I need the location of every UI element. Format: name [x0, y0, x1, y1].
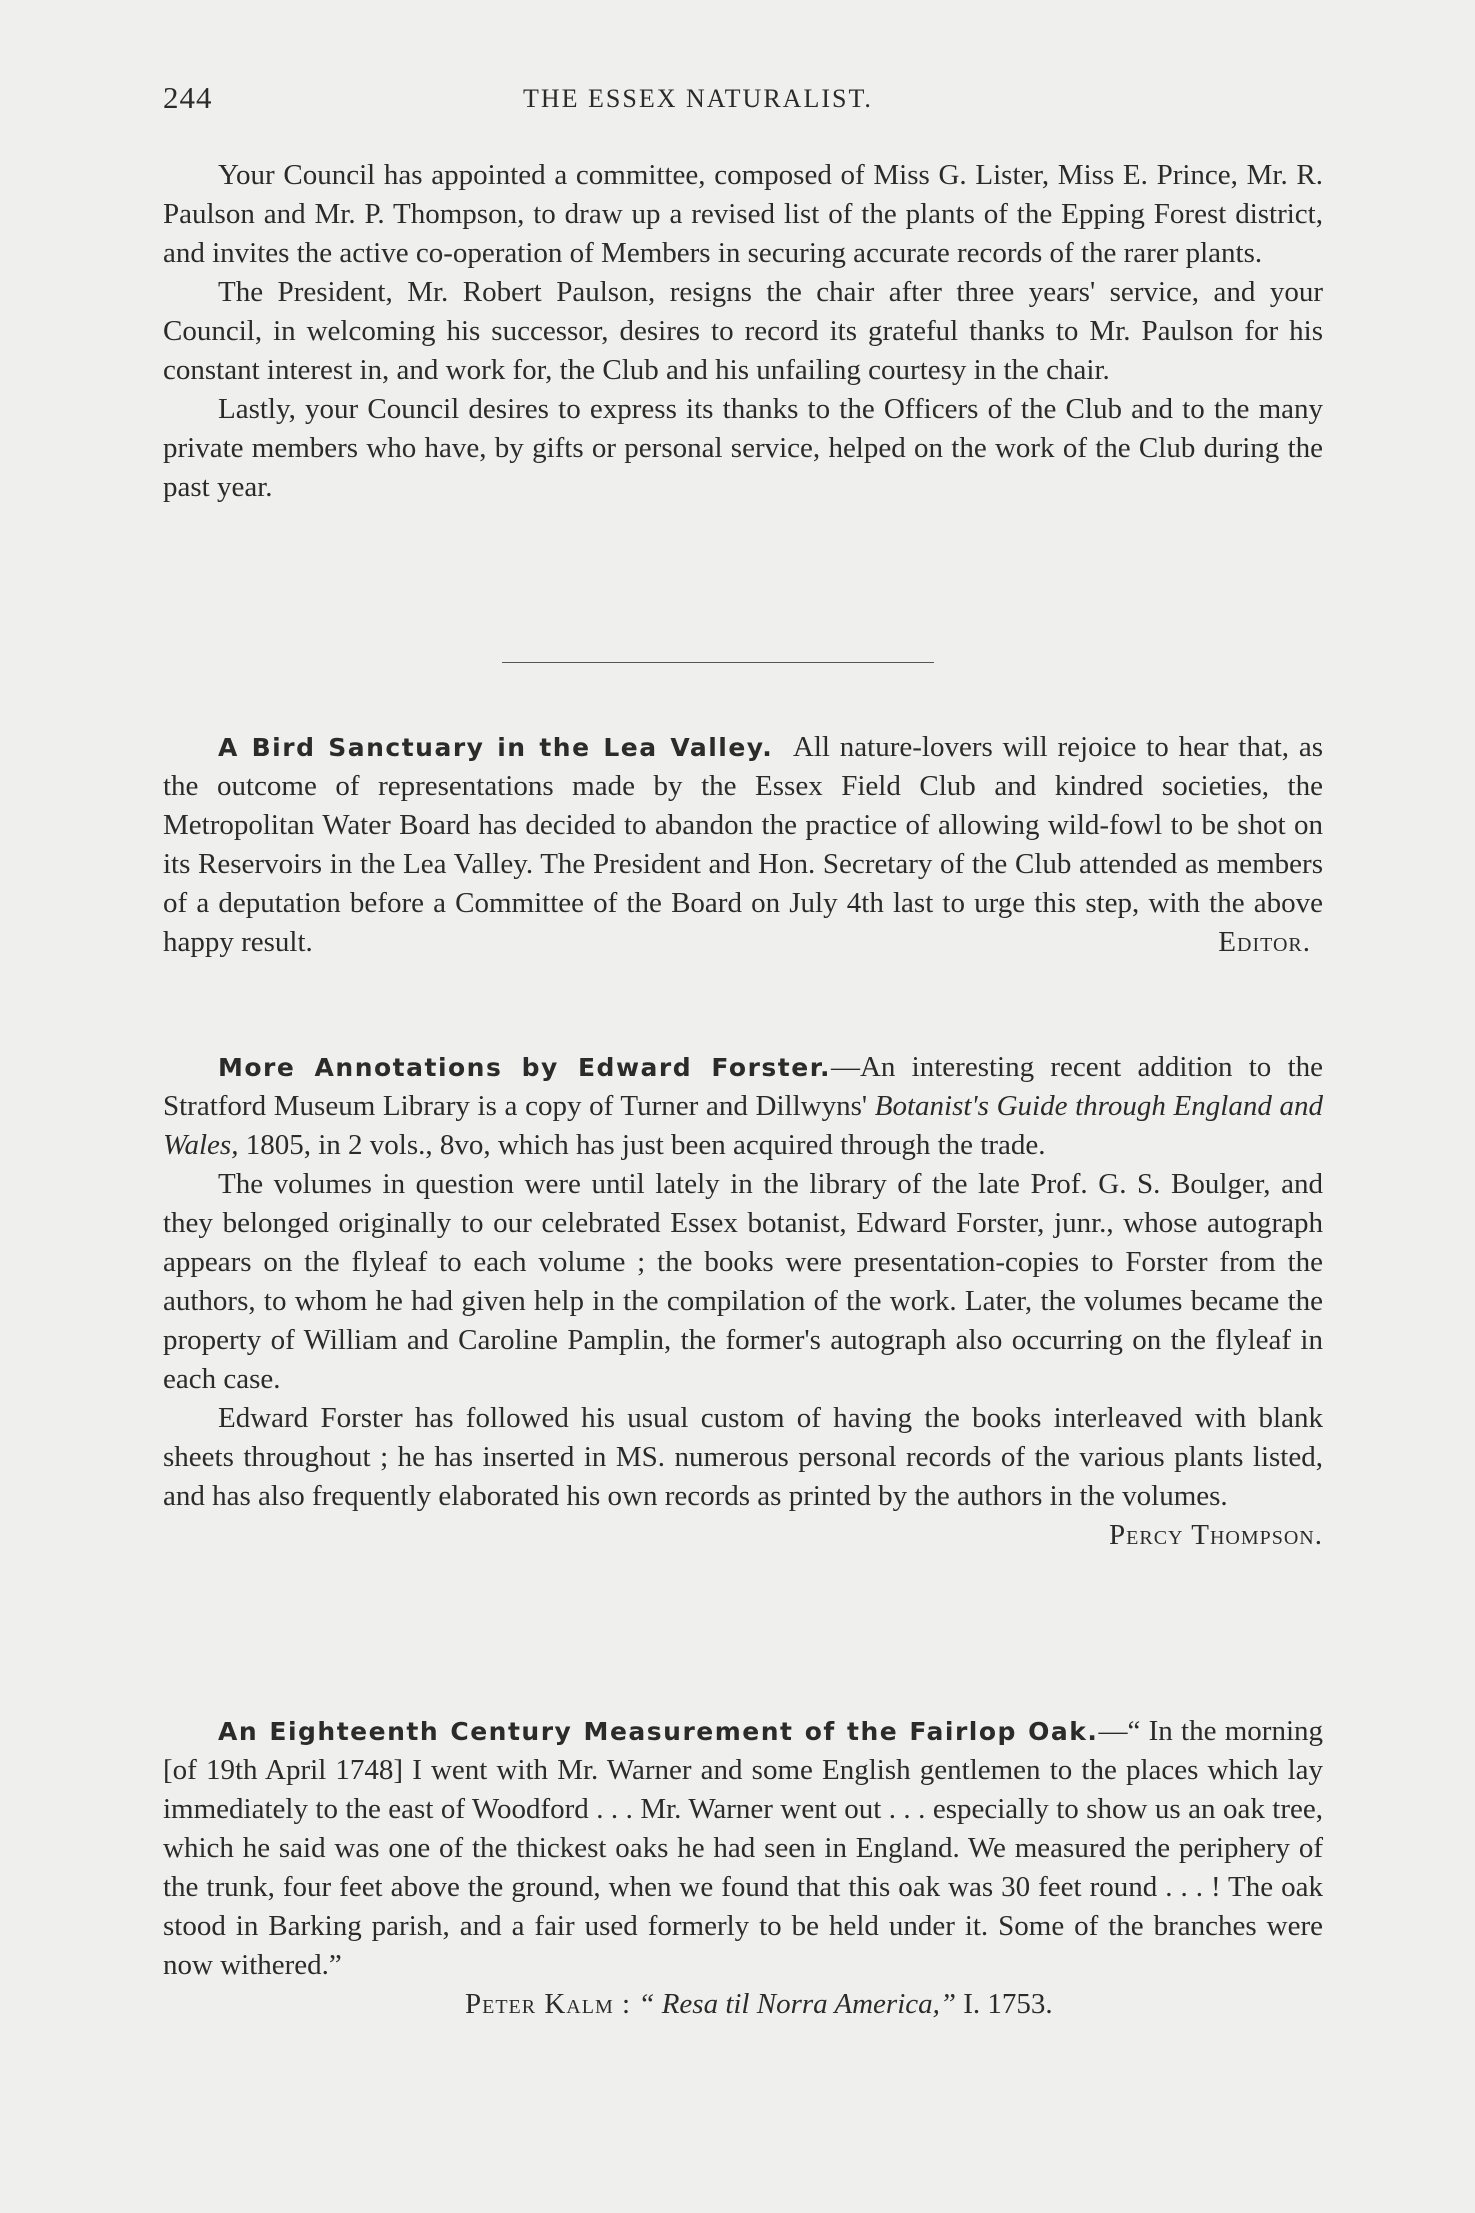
kalm-work-title: “ Resa til Norra America,”: [638, 1988, 956, 2020]
annotations-heading: More Annotations by Edward Forster.: [218, 1053, 831, 1082]
bird-sanctuary-text: All nature-lovers will rejoice to hear that, as the outcome of representations made by the Essex Field Club and kindred societies, the Metropolitan Water Board has decided to abandon the practice of allowing wild-fowl to be shot on its Reservoirs in the Lea Valley. The President and Hon. Secretary of the Club attended as members of a deputation before a Committee of the Board on July 4th last to urge this step, with the above happy result.: [163, 731, 1323, 958]
botanists-guide-title: Botanist's Guide through England and Wales,: [163, 1090, 1323, 1161]
percy-thompson-signature: Percy Thompson.: [1109, 1519, 1323, 1551]
annotations-lead-text: —An interesting recent addition to the Stratford Museum Library is a copy of Turner and Dillwyns': [163, 1051, 1323, 1122]
fairlop-oak-note: [163, 1712, 1323, 2024]
bird-sanctuary-paragraph: [163, 728, 1323, 962]
section-divider: [502, 662, 934, 663]
council-paragraph-3: Lastly, your Council desires to express its thanks to the Officers of the Club and to the many private members who have, by gifts or personal service, helped on the work of the Club during the past year.: [163, 393, 1323, 503]
bird-sanctuary-note: [163, 728, 1323, 962]
fairlop-oak-heading: An Eighteenth Century Measurement of the Fairlop Oak.: [218, 1717, 1099, 1746]
annotations-tail-text: 1805, in 2 vols., 8vo, which has just been acquired through the trade.: [245, 1129, 1046, 1161]
annotations-paragraph-2: The volumes in question were until lately in the library of the late Prof. G. S. Boulger, and they belonged originally to our celebrated Essex botanist, Edward Forster, junr., whose autograph appears on the flyleaf to each volume ; the books were presentation-copies to Forster from the authors, to whom he had given help in the compilation of the work. Later, the volumes became the property of William and Caroline Pamplin, the former's autograph also occurring on the flyleaf in each case.: [163, 1168, 1323, 1395]
annotations-paragraph-3: Edward Forster has followed his usual custom of having the books interleaved with blank sheets throughout ; he has inserted in MS. numerous personal records of the various plants listed, and has also frequently elaborated his own records as printed by the authors in the volumes.: [163, 1402, 1323, 1512]
kalm-volume-year: I. 1753.: [963, 1988, 1053, 2020]
running-head: THE ESSEX NATURALIST.: [523, 84, 873, 113]
kalm-author: Peter Kalm :: [465, 1988, 632, 2020]
council-paragraph-2: The President, Mr. Robert Paulson, resigns the chair after three years' service, and your Council, in welcoming his successor, desires to record its grateful thanks to Mr. Paulson for his constant interest in, and work for, the Club and his unfailing courtesy in the chair.: [163, 276, 1323, 386]
editor-signature: Editor.: [1218, 926, 1311, 958]
page-number: 244: [163, 80, 213, 115]
council-paragraph-1: Your Council has appointed a committee, composed of Miss G. Lister, Miss E. Prince, Mr. R. Paulson and Mr. P. Thompson, to draw up a revised list of the plants of the Epping Forest district, and invites the active co-operation of Members in securing accurate records of the rarer plants.: [163, 159, 1323, 269]
kalm-citation: [163, 1985, 1323, 2024]
fairlop-oak-text: —“ In the morning [of 19th April 1748] I went with Mr. Warner and some English gentlemen to the places which lay immediately to the east of Woodford . . . Mr. Warner went out . . . especially to show us an oak tree, which he said was one of the thickest oaks he had seen in England. We measured the periphery of the trunk, four feet above the ground, when we found that this oak was 30 feet round . . . ! The oak stood in Barking parish, and a fair used formerly to be held under it. Some of the branches were now withered.”: [163, 1715, 1323, 1981]
page-header: [163, 80, 1323, 120]
bird-sanctuary-heading: A Bird Sanctuary in the Lea Valley.: [218, 733, 774, 762]
forster-annotations-note: [163, 1048, 1323, 1555]
council-report-section: [163, 156, 1323, 507]
fairlop-oak-paragraph: [163, 1712, 1323, 1985]
annotations-paragraph-1: [163, 1048, 1323, 1165]
